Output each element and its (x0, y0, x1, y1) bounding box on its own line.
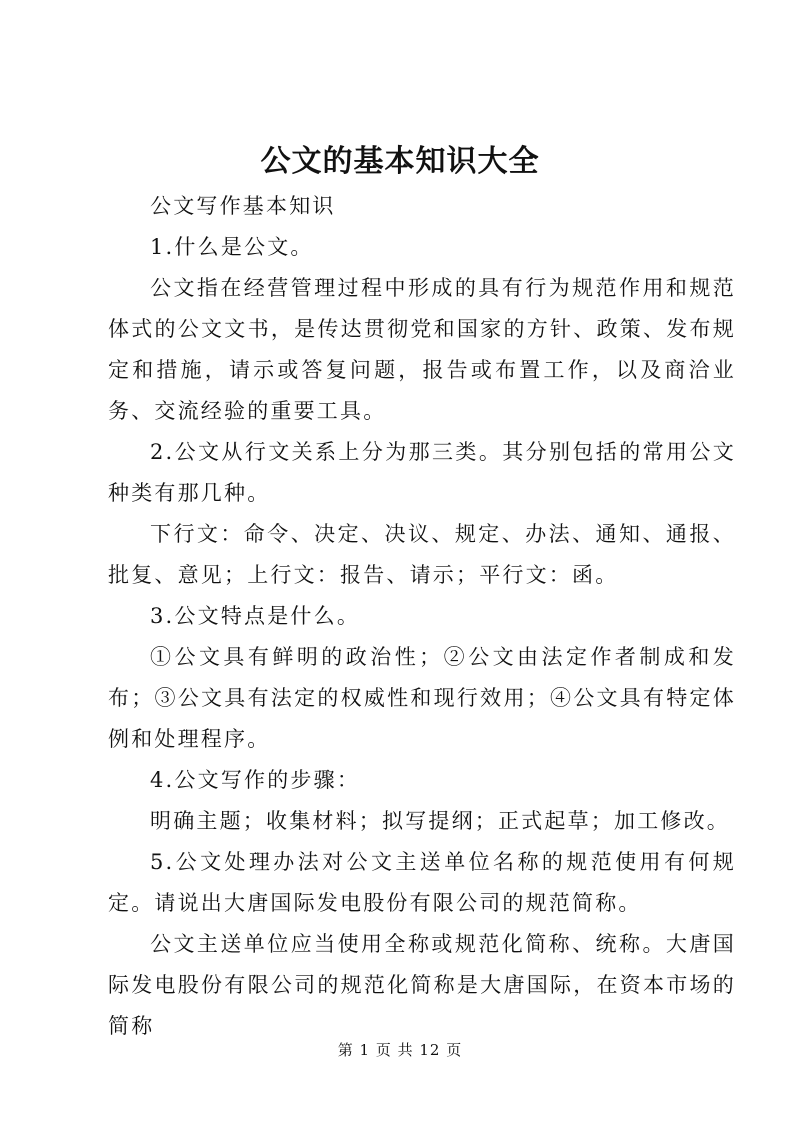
paragraph-answer-2: 下行文：命令、决定、决议、规定、办法、通知、通报、批复、意见；上行文：报告、请示；平行文：函。 (108, 522, 736, 587)
document-title: 公文的基本知识大全 (260, 144, 540, 179)
paragraph-question-2: 2.公文从行文关系上分为那三类。其分别包括的常用公文种类有那几种。 (108, 440, 736, 505)
paragraph-answer-1: 公文指在经营管理过程中形成的具有行为规范作用和规范体式的公文文书，是传达贯彻党和国家的方针、政策、发布规定和措施，请示或答复问题，报告或布置工作，以及商洽业务、交流经验的重要工具。 (108, 276, 736, 423)
paragraph-question-4: 4.公文写作的步骤： (150, 768, 361, 792)
paragraph-question-3: 3.公文特点是什么。 (150, 604, 361, 628)
page-number-footer: 第 1 页 共 12 页 (337, 1041, 463, 1059)
paragraph-question-5: 5.公文处理办法对公文主送单位名称的规范使用有何规定。请说出大唐国际发电股份有限公司的规范简称。 (108, 850, 736, 915)
paragraph-answer-4: 明确主题；收集材料；拟写提纲；正式起草；加工修改。 (150, 809, 730, 833)
paragraph-question-1: 1.什么是公文。 (150, 235, 314, 259)
paragraph-section-heading: 公文写作基本知识 (150, 194, 336, 218)
document-body (108, 186, 736, 1047)
paragraph-answer-5: 公文主送单位应当使用全称或规范化简称、统称。大唐国际发电股份有限公司的规范化简称是大唐国际，在资本市场的简称 (108, 932, 736, 1038)
paragraph-answer-3: ①公文具有鲜明的政治性；②公文由法定作者制成和发布；③公文具有法定的权威性和现行效用；④公文具有特定体例和处理程序。 (108, 645, 736, 751)
